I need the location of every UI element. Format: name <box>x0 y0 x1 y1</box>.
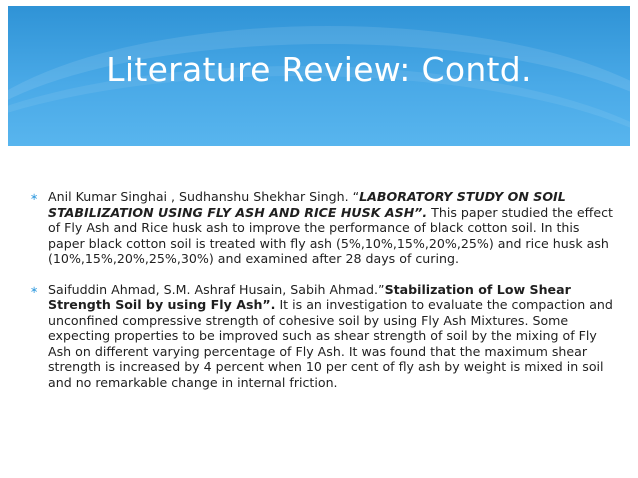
reference-summary: This paper studied the effect of Fly Ash and Rice husk ash to improve the performance of black cotton soil. In this paper black cotton soil is treated with fly ash (5%,10%,15%,20%,25%) and rice husk ash (10%,15%,20%,25%,30%) and examined after 28 days of curing. <box>48 204 613 266</box>
reference-paper-title: Stabilization of Low Shear Strength Soil by using Fly Ash”. <box>48 281 571 312</box>
slide-body <box>30 189 615 405</box>
title-banner <box>8 6 630 146</box>
bullet-asterisk-icon: ∗ <box>30 192 39 203</box>
reference-item-2 <box>30 282 615 391</box>
slide-title: Literature Review: Contd. <box>106 50 532 89</box>
reference-authors: Saifuddin Ahmad, S.M. Ashraf Husain, Sabih Ahmad.” <box>48 281 385 297</box>
reference-authors: Anil Kumar Singhai , Sudhanshu Shekhar Singh. “ <box>48 189 360 204</box>
reference-summary: It is an investigation to evaluate the compaction and unconfined compressive strength of cohesive soil by using Fly Ash Mixtures. Some expecting properties to be improved such as shear strength of soil by the mixing of Fly Ash on different varying percentage of Fly Ash. It was found that the maximum shear strength is increased by 4 percent when 10 per cent of fly ash by weight is mixed in soil and no remarkable change in internal friction. <box>48 297 613 390</box>
reference-item-1 <box>30 189 615 267</box>
reference-paper-title: LABORATORY STUDY ON SOIL STABILIZATION USING FLY ASH AND RICE HUSK ASH”. <box>48 189 566 220</box>
bullet-asterisk-icon: ∗ <box>30 284 39 296</box>
